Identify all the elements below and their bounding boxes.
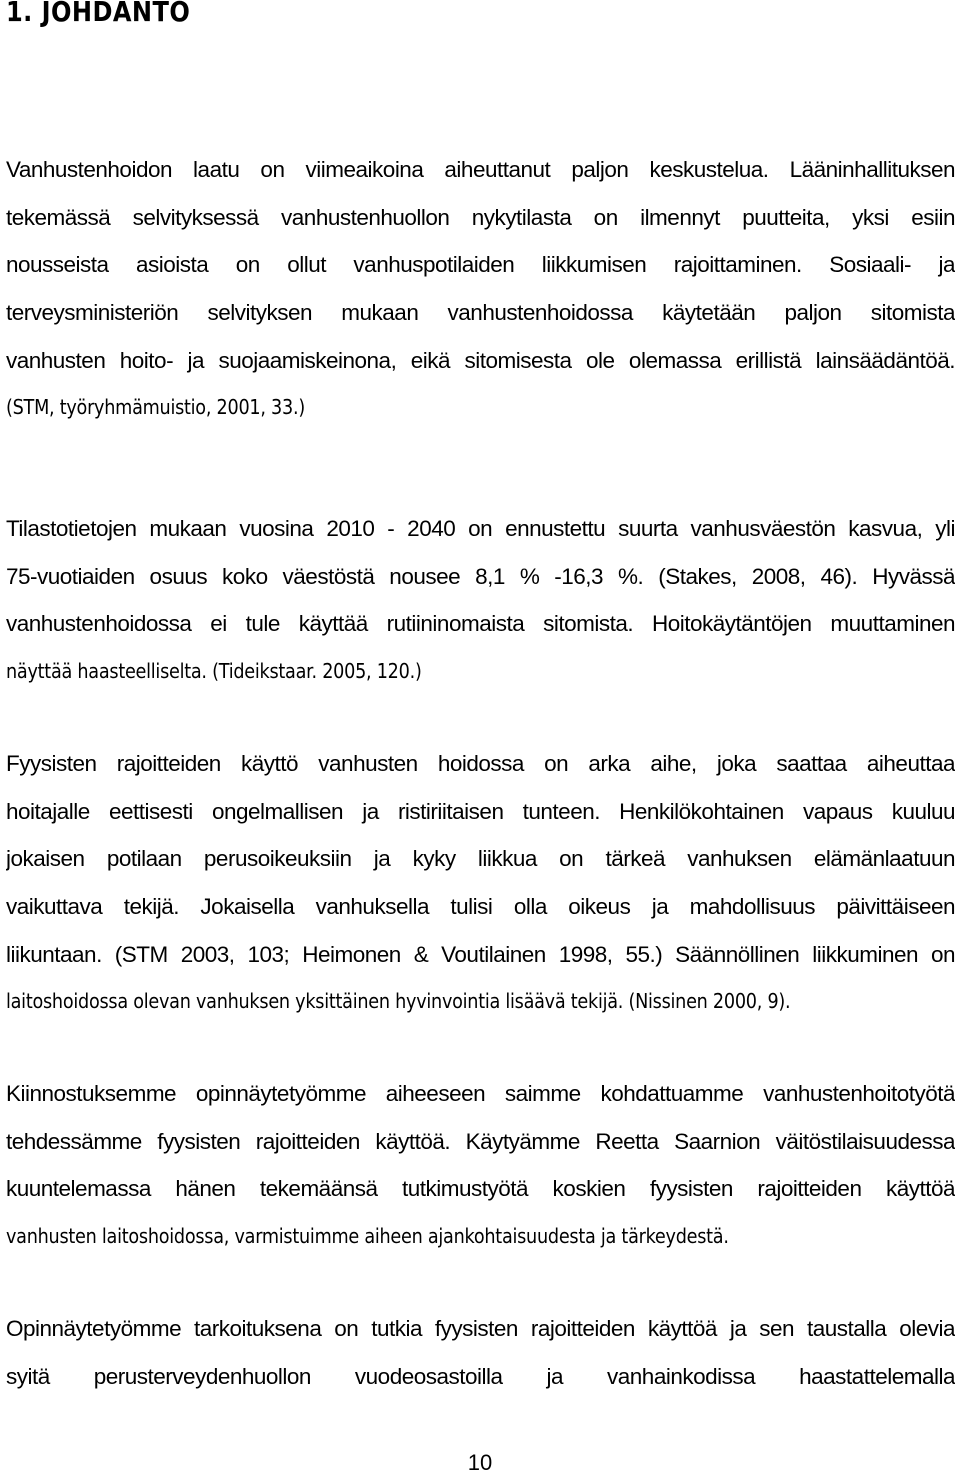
paragraph-line: vanhustenhoidossa ei tule käyttää rutiininomaista sitomista. Hoitokäytäntöjen muuttaminen bbox=[6, 611, 955, 637]
paragraph-line: tekemässä selvityksessä vanhustenhuollon nykytilasta on ilmennyt puutteita, yksi esiin bbox=[6, 204, 955, 230]
chapter-heading: 1. JOHDANTO bbox=[6, 0, 191, 28]
paragraph-line: liikuntaan. (STM 2003, 103; Heimonen & Voutilainen 1998, 55.) Säännöllinen liikkuminen on bbox=[6, 941, 955, 967]
paragraph-line: Kiinnostuksemme opinnäytetyömme aiheeseen saimme kohdattuamme vanhustenhoitotyötä bbox=[6, 1081, 955, 1106]
paragraph-motivation bbox=[6, 1070, 955, 1261]
paragraph-line: hoitajalle eettisesti ongelmallisen ja ristiriitaisen tunteen. Henkilökohtainen vapaus kuuluu bbox=[6, 798, 955, 824]
paragraph-line: Vanhustenhoidon laatu on viimeaikoina aiheuttanut paljon keskustelua. Lääninhallituksen bbox=[6, 157, 955, 182]
paragraph-line: terveysministeriön selvityksen mukaan vanhustenhoidossa käytetään paljon sitomista bbox=[6, 300, 955, 326]
paragraph-introduction bbox=[6, 146, 955, 432]
paragraph-purpose bbox=[6, 1305, 955, 1400]
page-number: 10 bbox=[467, 1450, 493, 1475]
paragraph-line: kuuntelemassa hänen tekemäänsä tutkimustyötä koskien fyysisten rajoitteiden käyttöä bbox=[6, 1176, 955, 1202]
paragraph-line: vaikuttava tekijä. Jokaisella vanhuksella tulisi olla oikeus ja mahdollisuus päivittäiseen bbox=[6, 894, 955, 920]
paragraph-line: 75-vuotiaiden osuus koko väestöstä nousee 8,1 % -16,3 %. (Stakes, 2008, 46). Hyvässä bbox=[6, 563, 955, 589]
paragraph-line: Tilastotietojen mukaan vuosina 2010 - 2040 on ennustettu suurta vanhusväestön kasvua, yli bbox=[6, 516, 955, 541]
paragraph-line: vanhusten hoito- ja suojaamiskeinona, eikä sitomisesta ole olemassa erillistä lainsäädäntöä. bbox=[6, 347, 955, 373]
paragraph-statistics bbox=[6, 505, 955, 696]
paragraph-line: syitä perusterveydenhuollon vuodeosastoilla ja vanhainkodissa haastattelemalla bbox=[6, 1363, 955, 1389]
paragraph-line: nousseista asioista on ollut vanhuspotilaiden liikkumisen rajoittaminen. Sosiaali- ja bbox=[6, 252, 955, 278]
paragraph-line: Fyysisten rajoitteiden käyttö vanhusten hoidossa on arka aihe, joka saattaa aiheuttaa bbox=[6, 751, 955, 776]
paragraph-line: näyttää haasteelliselta. (Tideikstaar. 2005, 120.) bbox=[6, 659, 422, 684]
paragraph-line: tehdessämme fyysisten rajoitteiden käyttöä. Käytyämme Reetta Saarnion väitöstilaisuudessa bbox=[6, 1128, 955, 1154]
paragraph-line: vanhusten laitoshoidossa, varmistuimme aiheen ajankohtaisuudesta ja tärkeydestä. bbox=[6, 1224, 729, 1249]
paragraph-line: Opinnäytetyömme tarkoituksena on tutkia fyysisten rajoitteiden käyttöä ja sen taustalla olevia bbox=[6, 1316, 955, 1341]
paragraph-physical-restraints bbox=[6, 740, 955, 1026]
paragraph-line: jokaisen potilaan perusoikeuksiin ja kyky liikkua on tärkeä vanhuksen elämänlaatuun bbox=[6, 846, 955, 872]
paragraph-line: laitoshoidossa olevan vanhuksen yksittäinen hyvinvointia lisäävä tekijä. (Nissinen 2000, 9). bbox=[6, 989, 791, 1014]
paragraph-line: (STM, työryhmämuistio, 2001, 33.) bbox=[6, 395, 305, 420]
